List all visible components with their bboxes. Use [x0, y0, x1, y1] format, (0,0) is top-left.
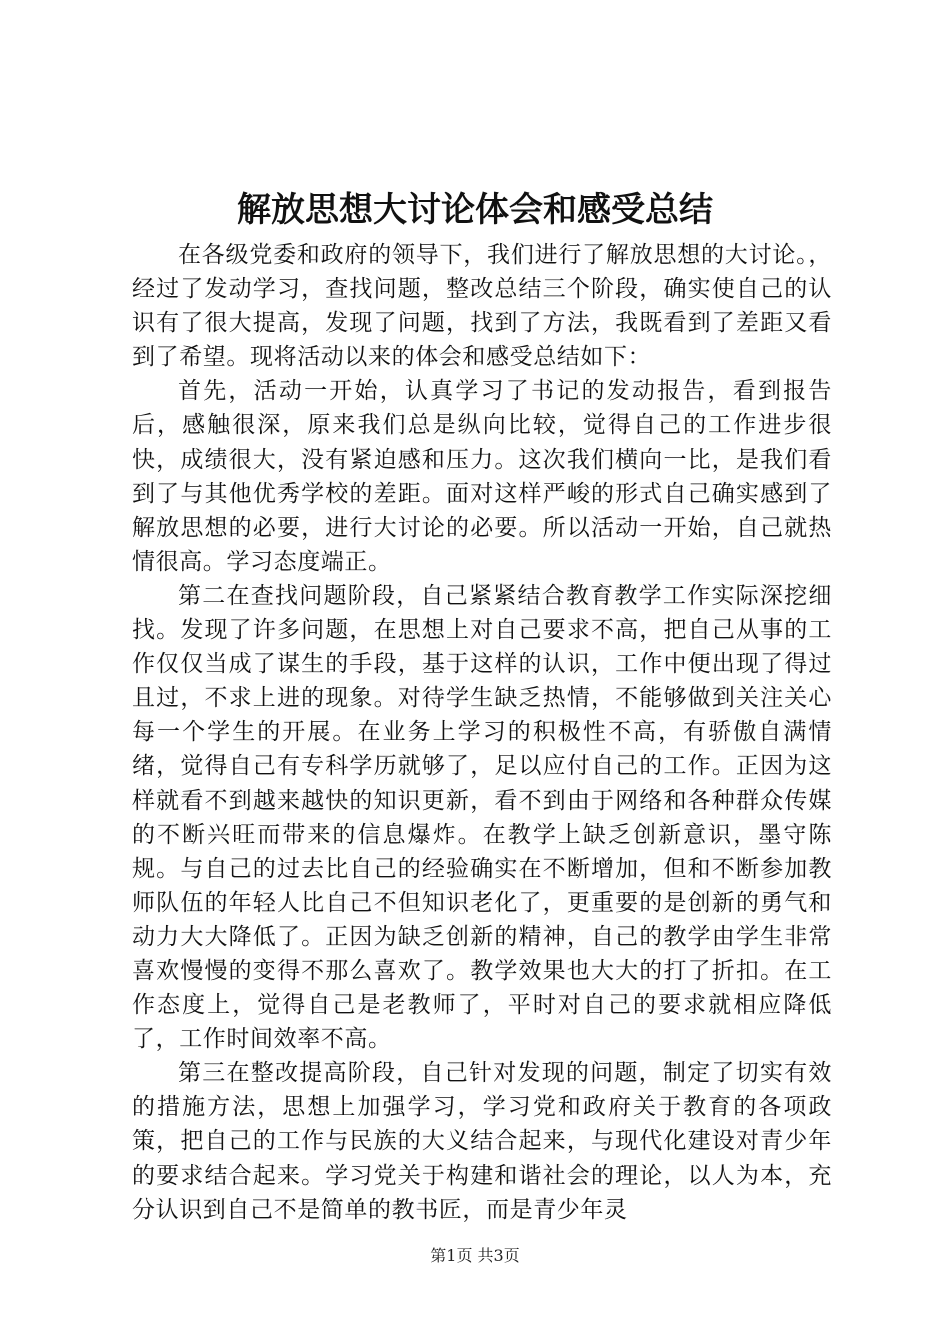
paragraph: 在各级党委和政府的领导下，我们进行了解放思想的大讨论。，经过了发动学习，查找问题，整改总结三个阶段，确实使自己的认识有了很大提高，发现了问题，找到了方法，我既看到了差距又看到了希望。现将活动以来的体会和感受总结如下： [132, 242, 832, 371]
page-number-footer: 第1页 共3页 [430, 1246, 520, 1265]
paragraph: 第三在整改提高阶段，自己针对发现的问题，制定了切实有效的措施方法，思想上加强学习，学习党和政府关于教育的各项政策，把自己的工作与民族的大义结合起来，与现代化建设对青少年的要求结合起来。学习党关于构建和谐社会的理论，以人为本，充分认识到自己不是简单的教书匠，而是青少年灵 [132, 1060, 832, 1223]
document-title: 解放思想大讨论体会和感受总结 [237, 190, 713, 230]
paragraph: 第二在查找问题阶段，自己紧紧结合教育教学工作实际深挖细找。发现了许多问题，在思想上对自己要求不高，把自己从事的工作仅仅当成了谋生的手段，基于这样的认识，工作中便出现了得过且过，不求上进的现象。对待学生缺乏热情，不能够做到关注关心每一个学生的开展。在业务上学习的积极性不高，有骄傲自满情绪，觉得自己有专科学历就够了，足以应付自己的工作。正因为这样就看不到越来越快的知识更新，看不到由于网络和各种群众传媒的不断兴旺而带来的信息爆炸。在教学上缺乏创新意识，墨守陈规。与自己的过去比自己的经验确实在不断增加，但和不断参加教师队伍的年轻人比自己不但知识老化了，更重要的是创新的勇气和动力大大降低了。正因为缺乏创新的精神，自己的教学由学生非常喜欢慢慢的变得不那么喜欢了。教学效果也大大的打了折扣。在工作态度上，觉得自己是老教师了，平时对自己的要求就相应降低了，工作时间效率不高。 [132, 582, 832, 1053]
paragraph: 首先，活动一开始，认真学习了书记的发动报告，看到报告后，感触很深，原来我们总是纵向比较，觉得自己的工作进步很快，成绩很大，没有紧迫感和压力。这次我们横向一比，是我们看到了与其他优秀学校的差距。面对这样严峻的形式自己确实感到了解放思想的必要，进行大讨论的必要。所以活动一开始，自己就热情很高。学习态度端正。 [132, 378, 832, 575]
document-body [132, 238, 832, 1227]
